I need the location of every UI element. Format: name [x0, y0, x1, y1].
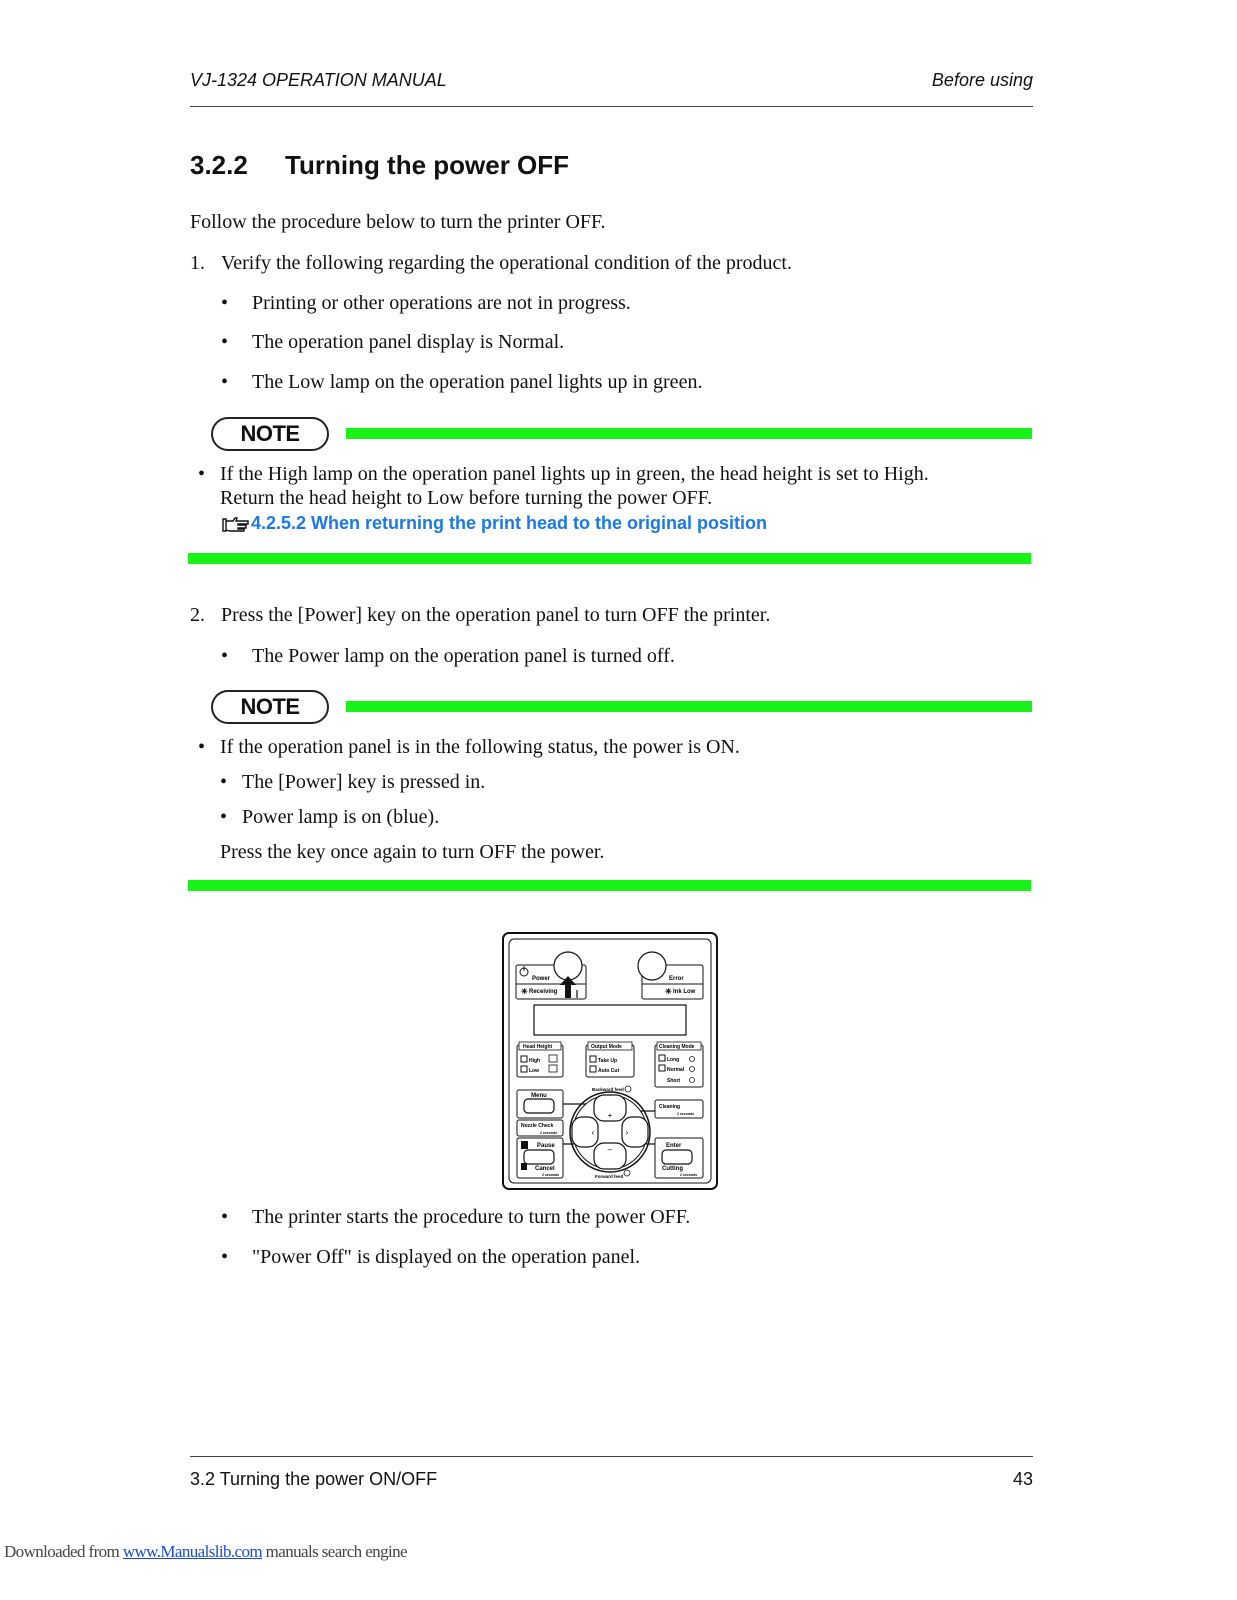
ink-low-label: Ink Low — [673, 989, 696, 995]
backward-feed-label: Backward feed — [592, 1087, 624, 1092]
power-label: Power — [532, 976, 551, 982]
note-top-bar — [346, 701, 1032, 712]
svg-text:Take Up: Take Up — [598, 1058, 618, 1064]
svg-text:High: High — [529, 1058, 541, 1064]
svg-text:2 seconds: 2 seconds — [680, 1173, 698, 1177]
cross-reference-link[interactable]: 4.2.5.2 When returning the print head to the original position — [251, 513, 768, 533]
footer-rule — [190, 1456, 1033, 1457]
direction-pad — [570, 1092, 650, 1172]
svg-text:›: › — [625, 1128, 629, 1137]
svg-text:Head Height: Head Height — [523, 1044, 553, 1050]
list-item: • The printer starts the procedure to turn the power OFF. — [221, 1206, 691, 1228]
note-1-line-1: • If the High lamp on the operation panel lights up in green, the head height is set to High. — [198, 463, 929, 485]
operation-panel-illustration — [502, 932, 718, 1190]
error-label: Error — [669, 976, 684, 982]
step-2 — [190, 603, 770, 627]
header-rule — [190, 106, 1033, 107]
note-bottom-bar — [188, 553, 1031, 564]
running-header-section: Before using — [931, 70, 1033, 90]
list-item: • Power lamp is on (blue). — [220, 806, 440, 828]
list-item: • The [Power] key is pressed in. — [220, 771, 486, 793]
intro-text: Follow the procedure below to turn the printer OFF. — [190, 211, 606, 233]
svg-text:Cancel: Cancel — [535, 1166, 555, 1172]
download-notice: Downloaded from www.Manualslib.com manuals search engine — [4, 1542, 407, 1561]
step-1-number: 1. — [190, 252, 205, 274]
footer-section: 3.2 Turning the power ON/OFF — [190, 1469, 438, 1489]
svg-text:2 seconds: 2 seconds — [542, 1173, 560, 1177]
svg-text:Cleaning: Cleaning — [659, 1104, 681, 1110]
cross-reference[interactable] — [221, 513, 767, 535]
svg-text:Enter: Enter — [666, 1143, 682, 1149]
list-item: • Printing or other operations are not in progress. — [221, 292, 631, 314]
receiving-label: Receiving — [529, 989, 558, 995]
svg-text:✳: ✳ — [665, 987, 672, 996]
note-2-closing: Press the key once again to turn OFF the power. — [220, 841, 605, 863]
svg-text:Output Mode: Output Mode — [591, 1044, 622, 1050]
svg-text:Normal: Normal — [667, 1067, 685, 1073]
list-item: • The operation panel display is Normal. — [221, 331, 565, 353]
list-item: • The Low lamp on the operation panel lights up in green. — [221, 371, 703, 393]
page-number: 43 — [1012, 1469, 1033, 1489]
step-1-text: Verify the following regarding the operational condition of the product. — [221, 252, 792, 274]
pointing-hand-icon — [221, 515, 251, 535]
svg-text:Cutting: Cutting — [662, 1166, 683, 1172]
note-label: NOTE — [211, 417, 329, 451]
svg-text:Auto Cut: Auto Cut — [598, 1068, 620, 1074]
svg-text:+: + — [607, 1111, 613, 1120]
note-2-line-1: • If the operation panel is in the following status, the power is ON. — [198, 736, 740, 758]
note-bottom-bar — [188, 880, 1031, 891]
step-2-number: 2. — [190, 604, 205, 626]
section-title: Turning the power OFF — [285, 150, 570, 180]
svg-text:‹: ‹ — [591, 1128, 595, 1137]
svg-text:Long: Long — [667, 1057, 680, 1063]
svg-text:Nozzle Check: Nozzle Check — [521, 1123, 554, 1129]
note-1-line-2: Return the head height to Low before turning the power OFF. — [220, 487, 713, 509]
list-item: • The Power lamp on the operation panel is turned off. — [221, 645, 675, 667]
note-label: NOTE — [211, 690, 329, 724]
step-2-text: Press the [Power] key on the operation panel to turn OFF the printer. — [221, 604, 771, 626]
svg-text:–: – — [607, 1145, 613, 1154]
running-header-title: VJ-1324 OPERATION MANUAL — [190, 70, 447, 90]
manualslib-link[interactable]: www.Manualslib.com — [122, 1542, 263, 1561]
svg-text:2 seconds: 2 seconds — [677, 1112, 695, 1116]
svg-text:Cleaning Mode: Cleaning Mode — [659, 1044, 695, 1050]
note-top-bar — [346, 428, 1032, 439]
svg-text:Menu: Menu — [531, 1093, 547, 1099]
svg-text:✳: ✳ — [521, 987, 528, 996]
section-number: 3.2.2 — [190, 150, 248, 180]
svg-text:2 seconds: 2 seconds — [540, 1131, 558, 1135]
forward-feed-label: Forward feed — [595, 1174, 624, 1179]
list-item: • "Power Off" is displayed on the operation panel. — [221, 1246, 641, 1268]
svg-text:Pause: Pause — [537, 1143, 555, 1149]
step-1 — [190, 251, 792, 275]
svg-text:Short: Short — [667, 1078, 681, 1084]
svg-text:Low: Low — [529, 1068, 539, 1074]
section-heading — [190, 150, 569, 181]
